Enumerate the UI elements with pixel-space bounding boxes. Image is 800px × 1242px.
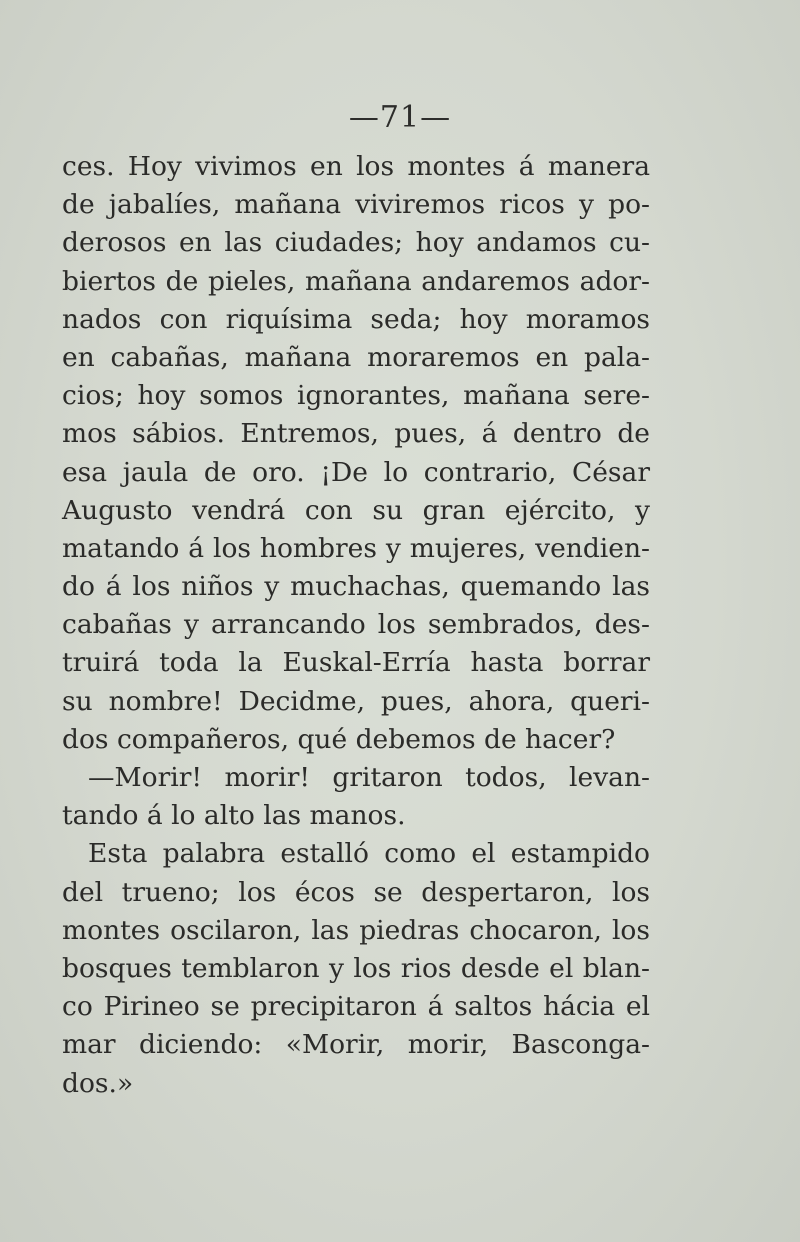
text-line: derosos en las ciudades; hoy andamos cu- xyxy=(62,227,650,259)
text-line: mar diciendo: «Morir, morir, Basconga- xyxy=(62,1029,650,1061)
text-line: Augusto vendrá con su gran ejército, y xyxy=(62,494,650,526)
text-line: del trueno; los écos se despertaron, los xyxy=(62,876,650,908)
text-line: biertos de pieles, mañana andaremos ador- xyxy=(62,265,650,297)
text-line: bosques temblaron y los rios desde el blan- xyxy=(62,952,650,984)
text-line: tando á lo alto las manos. xyxy=(62,800,406,832)
text-line: esa jaula de oro. ¡De lo contrario, César xyxy=(62,456,650,488)
text-line: Esta palabra estalló como el estampido xyxy=(88,838,650,870)
body-text xyxy=(62,148,650,1103)
text-line: cabañas y arrancando los sembrados, des- xyxy=(62,609,650,641)
text-line: nados con riquísima seda; hoy moramos xyxy=(62,303,650,335)
text-line: de jabalíes, mañana viviremos ricos y po- xyxy=(62,189,650,221)
text-line: montes oscilaron, las piedras chocaron, los xyxy=(62,914,650,946)
text-line: —Morir! morir! gritaron todos, levan- xyxy=(88,762,650,793)
text-line: mos sábios. Entremos, pues, á dentro de xyxy=(62,418,650,450)
text-line: truirá toda la Euskal-Erría hasta borrar xyxy=(62,647,650,679)
text-line: do á los niños y muchachas, quemando las xyxy=(62,571,650,603)
text-line: su nombre! Decidme, pues, ahora, queri- xyxy=(62,685,650,717)
text-line: dos.» xyxy=(62,1067,134,1099)
text-line: dos compañeros, qué debemos de hacer? xyxy=(62,723,616,755)
text-line: matando á los hombres y mujeres, vendien- xyxy=(62,532,650,564)
text-line: cios; hoy somos ignorantes, mañana sere- xyxy=(62,380,650,412)
text-line: en cabañas, mañana moraremos en pala- xyxy=(62,341,650,373)
text-line: co Pirineo se precipitaron á saltos hácia el xyxy=(62,991,650,1023)
page-number: —71— xyxy=(348,100,452,135)
text-line: ces. Hoy vivimos en los montes á manera xyxy=(62,151,650,182)
